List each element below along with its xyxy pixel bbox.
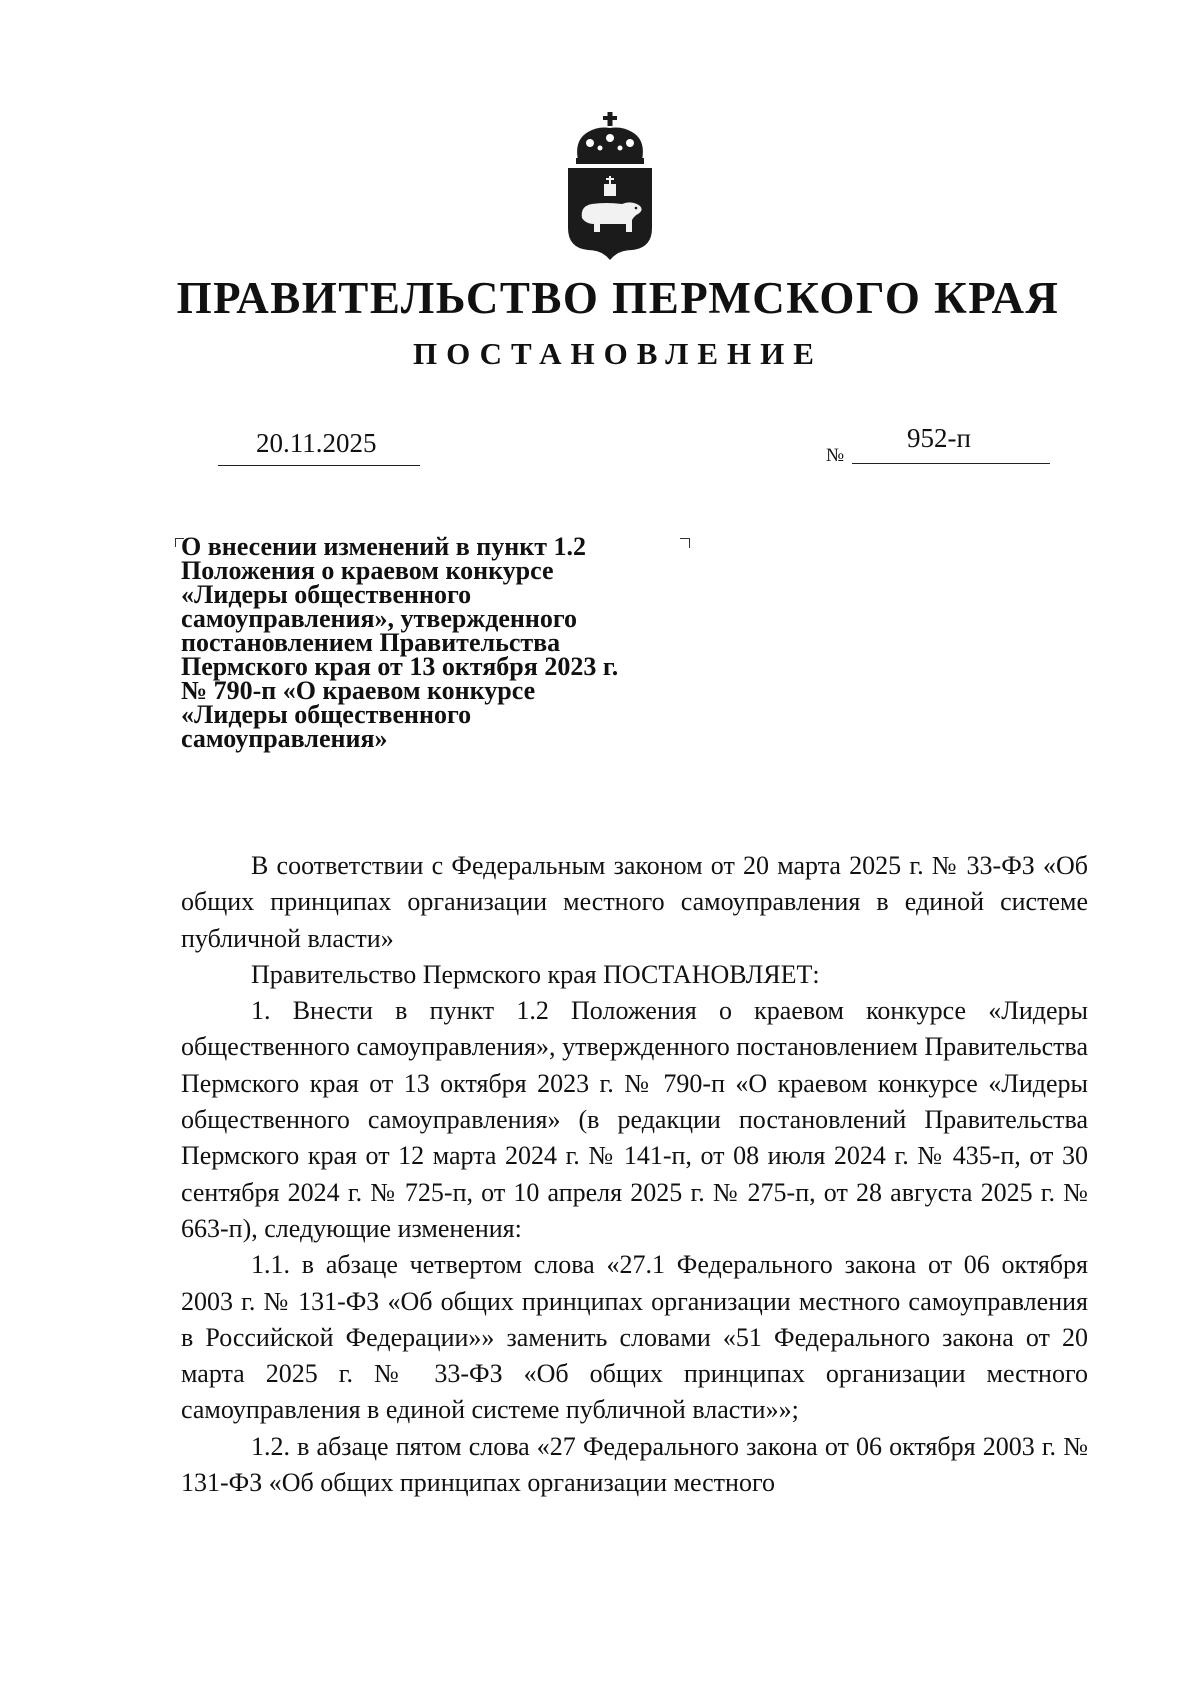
subject-line: «Лидеры общественного bbox=[181, 700, 472, 729]
body-paragraph-item-1: 1. Внести в пункт 1.2 Положения о краевом конкурсе «Лидеры общественного самоуправления», утвержденного постановлением Правительства Пермского края от 13 октября 2023 г. № 790-п «О краевом конкурсе «Лидеры общественного самоуправления» (в редакции постановлений Правительства Пермского края от 12 марта 2024 г. № 141-п, от 08 июля 2024 г. № 435-п, от 30 сентября 2024 г. № 725-п, от 10 апреля 2025 г. № 275-п, от 28 августа 2025 г. № 663-п), следующие изменения: bbox=[181, 996, 1088, 1243]
document-type: ПОСТАНОВЛЕНИЕ bbox=[413, 336, 823, 371]
perm-krai-coat-of-arms-icon bbox=[560, 110, 660, 260]
body-paragraph-legal-basis: В соответствии с Федеральным законом от 20 марта 2025 г. № 33-ФЗ «Об общих принципах организации местного самоуправления в единой системе публичной власти» bbox=[181, 851, 1088, 953]
subject-line: постановлением Правительства bbox=[181, 628, 561, 657]
subject-line: Пермского края от 13 октября 2023 г. bbox=[181, 652, 619, 681]
body-paragraph-item-1-1: 1.1. в абзаце четвертом слова «27.1 Федерального закона от 06 октября 2003 г. № 131-ФЗ «Об общих принципах организации местного самоуправления в Российской Федерации»» заменить словами «51 Федерального закона от 20 марта 2025 г. № 33-ФЗ «Об общих принципах организации местного самоуправления в единой системе публичной власти»»; bbox=[181, 1250, 1088, 1425]
document-date-field bbox=[218, 425, 420, 466]
document-body bbox=[181, 848, 1088, 1501]
document-number-field bbox=[852, 423, 1050, 464]
body-paragraph-resolves: Правительство Пермского края ПОСТАНОВЛЯЕТ: bbox=[251, 959, 820, 989]
document-number: 952-п bbox=[907, 423, 971, 453]
subject-line: О внесении изменений в пункт 1.2 bbox=[181, 532, 586, 561]
subject-line: Положения о краевом конкурсе bbox=[181, 556, 554, 585]
document-date: 20.11.2025 bbox=[256, 428, 377, 458]
government-title: ПРАВИТЕЛЬСТВО ПЕРМСКОГО КРАЯ bbox=[176, 273, 1060, 323]
subject-line: № 790-п «О краевом конкурсе bbox=[181, 676, 536, 705]
subject-line: «Лидеры общественного bbox=[181, 580, 472, 609]
number-label: № bbox=[826, 445, 845, 466]
body-paragraph-item-1-2: 1.2. в абзаце пятом слова «27 Федерального закона от 06 октября 2003 г. № 131-ФЗ «Об общих принципах организации местного bbox=[181, 1431, 1088, 1498]
subject-line: самоуправления» bbox=[181, 724, 388, 753]
subject-line: самоуправления», утвержденного bbox=[181, 604, 578, 633]
document-subject bbox=[181, 532, 701, 753]
